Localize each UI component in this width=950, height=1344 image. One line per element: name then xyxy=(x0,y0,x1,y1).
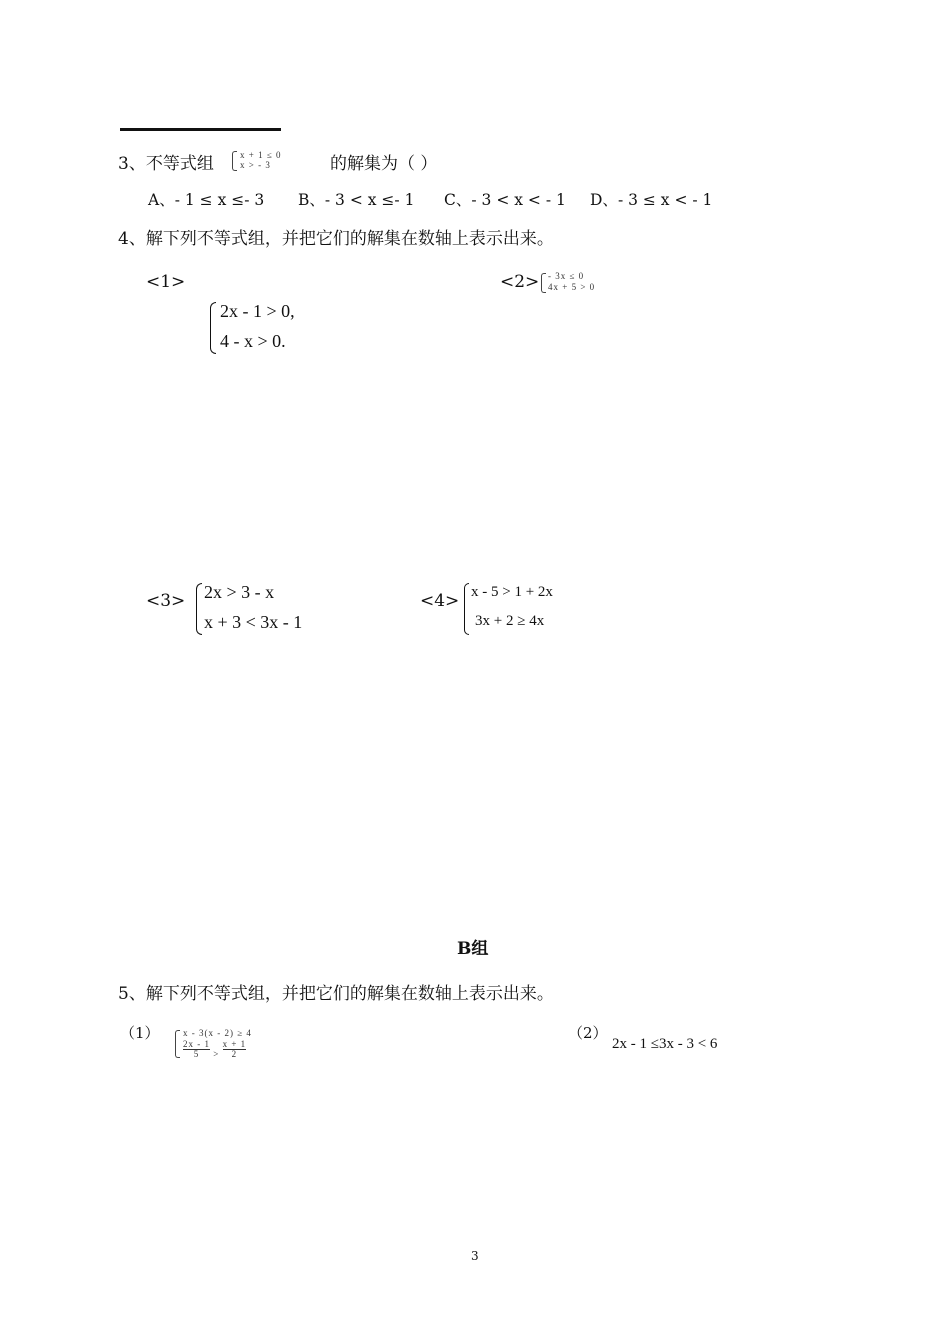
q5-p1-label: （1） xyxy=(120,1024,160,1042)
q4-p4-line2: 3x + 2 ≥ 4x xyxy=(475,613,545,629)
q4-p4-line1: x - 5 > 1 + 2x xyxy=(471,584,553,600)
q5-p2-label: （2） xyxy=(568,1024,608,1042)
q4-p1-line1: 2x - 1 > 0, xyxy=(220,301,295,321)
q5-p1-line2 xyxy=(183,1040,246,1059)
q3-prefix: 3、不等式组 xyxy=(118,154,214,174)
q3-option-a xyxy=(148,188,264,210)
q3-option-b xyxy=(298,188,414,210)
option-expr: - 3 < x ≤- 1 xyxy=(324,191,415,209)
top-rule xyxy=(120,128,281,131)
q5-p1-frac2-num: x + 1 xyxy=(222,1039,247,1049)
q4-p2-line2: 4x + 5 > 0 xyxy=(548,282,596,292)
q4-p2-brace xyxy=(541,273,546,293)
option-label: A、 xyxy=(148,191,175,209)
q3-option-c xyxy=(444,188,566,210)
q4-p2-line1: - 3x ≤ 0 xyxy=(548,271,585,281)
option-label: D、 xyxy=(590,191,618,209)
q3-suffix: 的解集为（ ） xyxy=(330,154,438,174)
q3-system-line2: x > - 3 xyxy=(240,160,271,170)
q5-p1-line1: x - 3(x - 2) ≥ 4 xyxy=(183,1028,252,1038)
q5-title: 5、解下列不等式组，并把它们的解集在数轴上表示出来。 xyxy=(118,984,554,1004)
q4-p4-brace xyxy=(464,583,469,635)
q4-p1-brace xyxy=(210,302,216,354)
q5-p1-frac2-den: 2 xyxy=(231,1049,238,1059)
q4-p1-label: <1> xyxy=(146,272,186,292)
q5-p2-expr: 2x - 1 ≤3x - 3 < 6 xyxy=(612,1036,718,1052)
page-number: 3 xyxy=(471,1249,479,1263)
option-label: B、 xyxy=(298,191,325,209)
q4-p2-label: <2> xyxy=(500,272,540,292)
q5-p1-frac1-num: 2x - 1 xyxy=(183,1039,210,1049)
q5-p1-brace xyxy=(175,1030,180,1058)
group-b-title: B组 xyxy=(457,939,489,959)
q4-p4-label: <4> xyxy=(420,591,460,611)
q5-p1-relation: > xyxy=(213,1049,220,1059)
q3-system-brace xyxy=(232,151,237,171)
q4-p1-line2: 4 - x > 0. xyxy=(220,331,286,351)
q4-p3-brace xyxy=(196,583,202,635)
option-label: C、 xyxy=(444,191,472,209)
option-expr: - 1 ≤ x ≤- 3 xyxy=(174,191,265,209)
q4-p3-label: <3> xyxy=(146,591,186,611)
q4-title: 4、解下列不等式组，并把它们的解集在数轴上表示出来。 xyxy=(118,229,554,249)
q3-system-line1: x + 1 ≤ 0 xyxy=(240,150,282,160)
q4-p3-line2: x + 3 < 3x - 1 xyxy=(204,612,303,632)
q3-option-d xyxy=(590,188,712,210)
q4-p3-line1: 2x > 3 - x xyxy=(204,582,275,602)
option-expr: - 3 < x < - 1 xyxy=(471,191,566,209)
option-expr: - 3 ≤ x < - 1 xyxy=(617,191,713,209)
q5-p1-frac1-den: 5 xyxy=(193,1049,200,1059)
